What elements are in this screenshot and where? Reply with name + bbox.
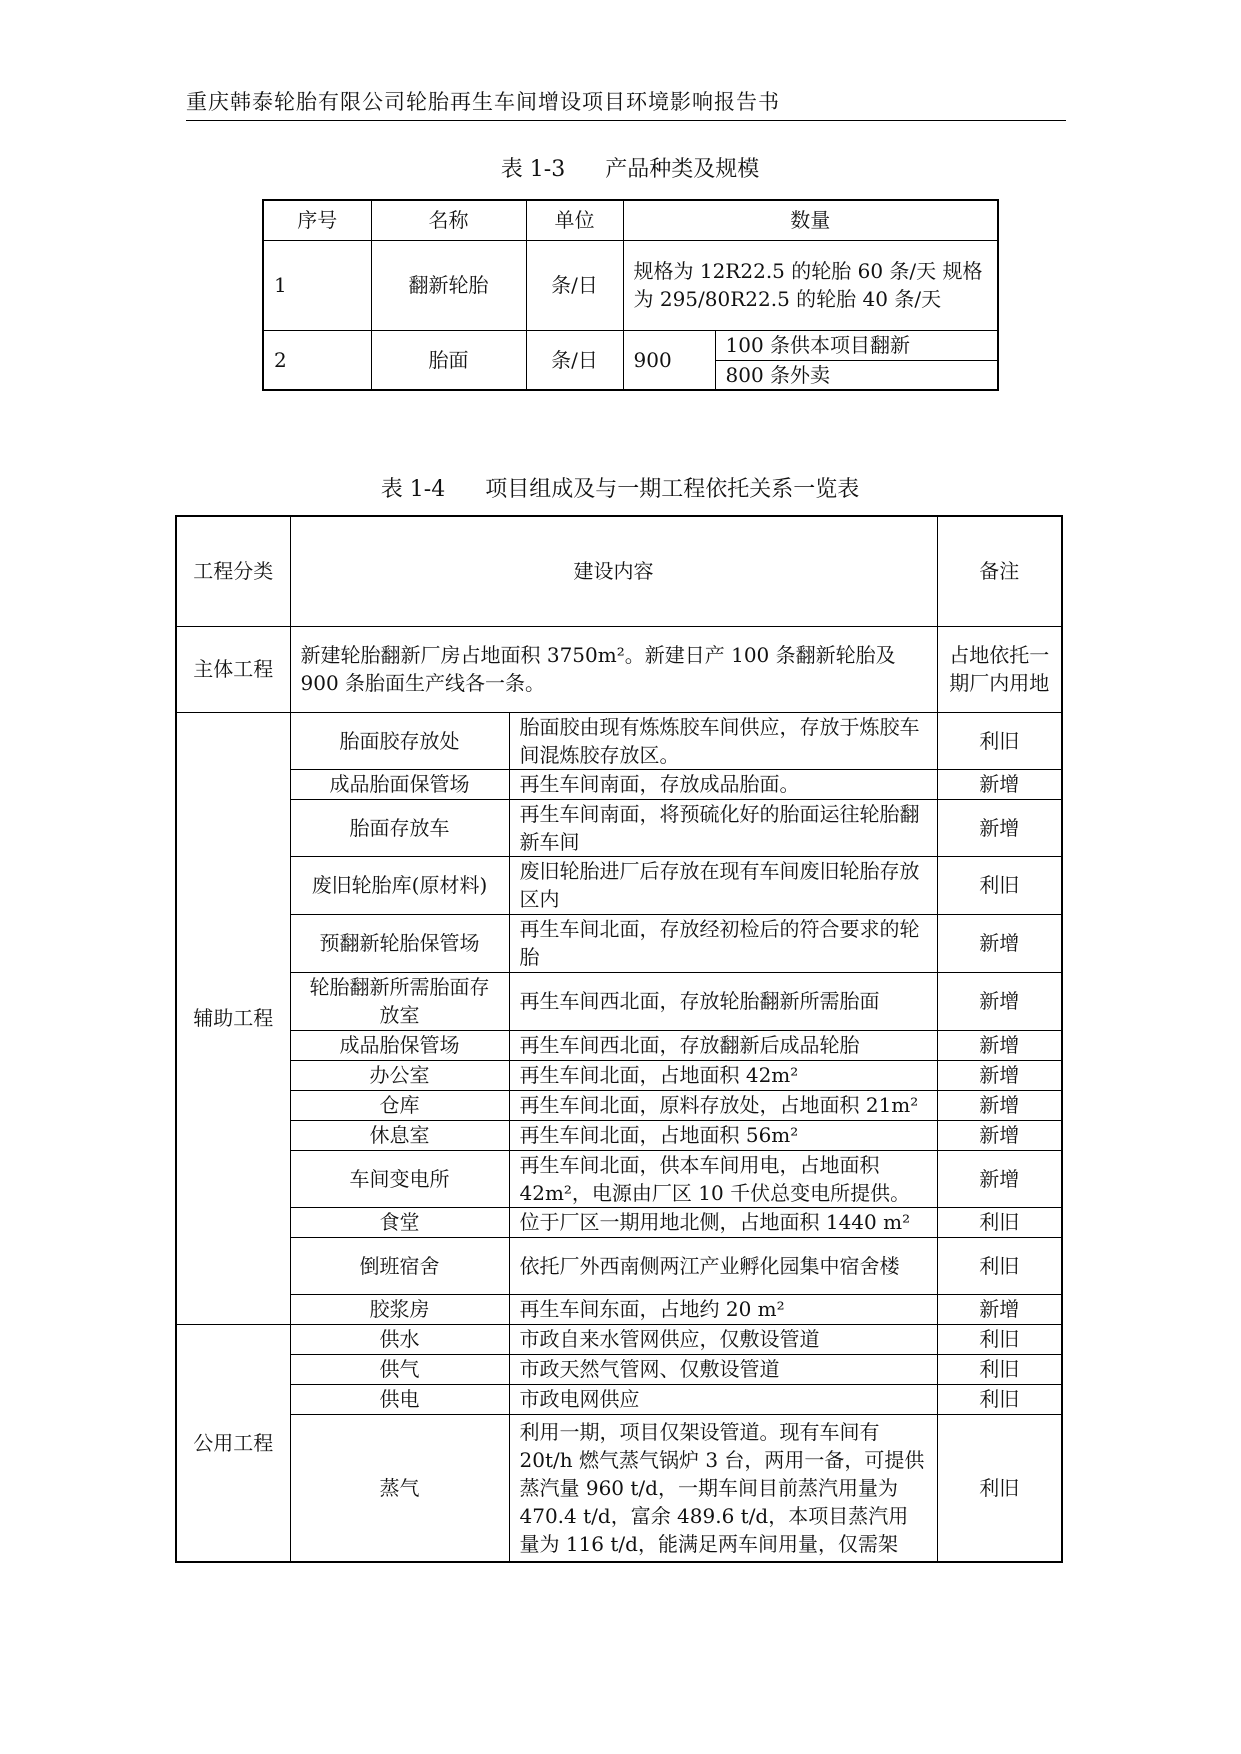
item-name-cell: 胎面胶存放处	[290, 712, 509, 769]
item-name-cell: 仓库	[290, 1090, 509, 1120]
header-cell: 序号	[263, 200, 371, 240]
document-header: 重庆韩泰轮胎有限公司轮胎再生车间增设项目环境影响报告书	[186, 86, 1066, 121]
item-name-cell: 成品胎保管场	[290, 1030, 509, 1060]
item-desc-cell: 再生车间北面，占地面积 42m²	[509, 1060, 937, 1090]
item-desc-cell: 再生车间北面，占地面积 56m²	[509, 1120, 937, 1150]
table-number: 表 1-3	[500, 157, 566, 182]
item-desc-cell: 再生车间北面，供本车间用电，占地面积 42m²，电源由厂区 10 千伏总变电所提供。	[509, 1150, 937, 1207]
item-desc-cell: 废旧轮胎进厂后存放在现有车间废旧轮胎存放区内	[509, 856, 937, 914]
note-cell: 占地依托一期厂内用地	[937, 626, 1062, 712]
item-desc-cell: 再生车间北面，存放经初检后的符合要求的轮胎	[509, 914, 937, 972]
note-cell: 新增	[937, 972, 1062, 1030]
item-desc-cell: 再生车间西北面，存放翻新后成品轮胎	[509, 1030, 937, 1060]
table-cell: 1	[263, 240, 371, 330]
note-cell: 利旧	[937, 1237, 1062, 1294]
table-cell: 800 条外卖	[715, 360, 998, 390]
item-desc-cell: 再生车间西北面，存放轮胎翻新所需胎面	[509, 972, 937, 1030]
table-cell: 新建轮胎翻新厂房占地面积 3750m²。新建日产 100 条翻新轮胎及 900 条胎面生产线各一条。	[290, 626, 937, 712]
header-cell: 备注	[937, 516, 1062, 626]
table-cell: 2	[263, 330, 371, 390]
note-cell: 利旧	[937, 1207, 1062, 1237]
note-cell: 新增	[937, 799, 1062, 856]
item-name-cell: 胎面存放车	[290, 799, 509, 856]
note-cell: 新增	[937, 1030, 1062, 1060]
note-cell: 利旧	[937, 1354, 1062, 1384]
product-table	[262, 199, 999, 391]
item-name-cell: 预翻新轮胎保管场	[290, 914, 509, 972]
item-name-cell: 车间变电所	[290, 1150, 509, 1207]
item-name-cell: 供气	[290, 1354, 509, 1384]
note-cell: 利旧	[937, 856, 1062, 914]
note-cell: 新增	[937, 1120, 1062, 1150]
header-cell: 建设内容	[290, 516, 937, 626]
table-number: 表 1-4	[380, 477, 446, 502]
item-name-cell: 供电	[290, 1384, 509, 1414]
item-name-cell: 倒班宿舍	[290, 1237, 509, 1294]
item-desc-cell: 依托厂外西南侧两江产业孵化园集中宿舍楼	[509, 1237, 937, 1294]
note-cell: 利旧	[937, 712, 1062, 769]
item-name-cell: 供水	[290, 1324, 509, 1354]
header-cell: 数量	[623, 200, 998, 240]
table-cell: 条/日	[526, 330, 623, 390]
item-name-cell: 成品胎面保管场	[290, 769, 509, 799]
table-cell: 900	[623, 330, 715, 390]
table-cell: 翻新轮胎	[371, 240, 526, 330]
item-desc-cell: 再生车间北面，原料存放处，占地面积 21m²	[509, 1090, 937, 1120]
note-cell: 新增	[937, 1294, 1062, 1324]
header-cell: 工程分类	[176, 516, 290, 626]
item-name-cell: 蒸气	[290, 1414, 509, 1562]
category-cell: 辅助工程	[176, 712, 290, 1324]
item-desc-cell: 再生车间东面，占地约 20 m²	[509, 1294, 937, 1324]
item-name-cell: 轮胎翻新所需胎面存放室	[290, 972, 509, 1030]
note-cell: 新增	[937, 1150, 1062, 1207]
item-desc-cell: 利用一期，项目仅架设管道。现有车间有 20t/h 燃气蒸气锅炉 3 台，两用一备，可提供蒸汽量 960 t/d，一期车间目前蒸汽用量为 470.4 t/d，富余 489.6 t/d，本项目蒸汽用量为 116 t/d，能满足两车间用量，仅需架	[509, 1414, 937, 1562]
table-title: 项目组成及与一期工程依托关系一览表	[485, 477, 860, 502]
note-cell: 新增	[937, 1090, 1062, 1120]
note-cell: 利旧	[937, 1324, 1062, 1354]
table-1-3-caption	[260, 152, 1000, 183]
item-desc-cell: 市政自来水管网供应，仅敷设管道	[509, 1324, 937, 1354]
note-cell: 新增	[937, 769, 1062, 799]
category-cell: 公用工程	[176, 1324, 290, 1562]
header-cell: 名称	[371, 200, 526, 240]
table-cell: 胎面	[371, 330, 526, 390]
item-desc-cell: 市政天然气管网、仅敷设管道	[509, 1354, 937, 1384]
project-composition-table	[175, 515, 1063, 1563]
item-desc-cell: 胎面胶由现有炼炼胶车间供应，存放于炼胶车间混炼胶存放区。	[509, 712, 937, 769]
table-title: 产品种类及规模	[605, 157, 760, 182]
category-cell: 主体工程	[176, 626, 290, 712]
item-name-cell: 废旧轮胎库(原材料)	[290, 856, 509, 914]
table-cell: 100 条供本项目翻新	[715, 330, 998, 360]
item-name-cell: 食堂	[290, 1207, 509, 1237]
note-cell: 利旧	[937, 1414, 1062, 1562]
item-name-cell: 办公室	[290, 1060, 509, 1090]
table-cell: 条/日	[526, 240, 623, 330]
item-name-cell: 胶浆房	[290, 1294, 509, 1324]
table-1-4-caption	[175, 472, 1065, 503]
note-cell: 新增	[937, 914, 1062, 972]
item-desc-cell: 位于厂区一期用地北侧，占地面积 1440 m²	[509, 1207, 937, 1237]
item-desc-cell: 再生车间南面，将预硫化好的胎面运往轮胎翻新车间	[509, 799, 937, 856]
note-cell: 新增	[937, 1060, 1062, 1090]
item-desc-cell: 市政电网供应	[509, 1384, 937, 1414]
header-cell: 单位	[526, 200, 623, 240]
table-cell: 规格为 12R22.5 的轮胎 60 条/天 规格为 295/80R22.5 的轮胎 40 条/天	[623, 240, 998, 330]
item-name-cell: 休息室	[290, 1120, 509, 1150]
note-cell: 利旧	[937, 1384, 1062, 1414]
item-desc-cell: 再生车间南面，存放成品胎面。	[509, 769, 937, 799]
